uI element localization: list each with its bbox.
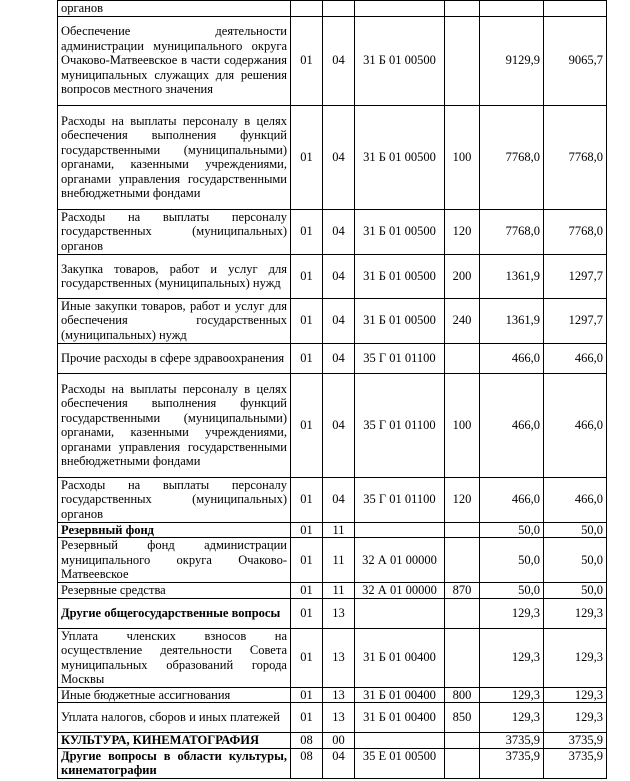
target-code-cell [355,522,445,538]
subsection-cell: 00 [323,733,355,749]
amount-actual-cell: 3735,9 [544,748,607,778]
subsection-cell: 13 [323,598,355,628]
row-name-cell: Иные бюджетные ассигнования [58,687,291,703]
subsection-cell: 11 [323,538,355,583]
section-cell: 01 [291,628,323,687]
subsection-cell: 04 [323,373,355,477]
subsection-cell: 04 [323,477,355,522]
table-row [58,343,607,373]
expense-type-cell [445,538,480,583]
expense-type-cell: 240 [445,298,480,343]
amount-plan-cell [480,1,544,17]
amount-plan-cell: 50,0 [480,538,544,583]
subsection-cell: 04 [323,748,355,778]
target-code-cell: 35 Г 01 01100 [355,477,445,522]
amount-actual-cell: 9065,7 [544,16,607,105]
subsection-cell: 13 [323,687,355,703]
target-code-cell [355,733,445,749]
section-cell: 01 [291,598,323,628]
subsection-cell: 13 [323,628,355,687]
section-cell: 01 [291,538,323,583]
table-row [58,373,607,477]
row-name-cell: Другие общегосударственные вопросы [58,598,291,628]
subsection-cell: 04 [323,298,355,343]
table-row [58,1,607,17]
expense-type-cell: 200 [445,254,480,298]
expense-type-cell [445,343,480,373]
section-cell: 01 [291,522,323,538]
section-cell: 01 [291,16,323,105]
target-code-cell [355,598,445,628]
section-cell: 01 [291,298,323,343]
amount-plan-cell: 466,0 [480,373,544,477]
target-code-cell: 31 Б 01 00500 [355,298,445,343]
subsection-cell: 04 [323,105,355,209]
amount-actual-cell: 7768,0 [544,209,607,254]
expense-type-cell: 120 [445,477,480,522]
amount-plan-cell: 1361,9 [480,298,544,343]
expense-type-cell [445,748,480,778]
amount-plan-cell: 129,3 [480,598,544,628]
section-cell [291,1,323,17]
table-row [58,538,607,583]
expense-type-cell: 120 [445,209,480,254]
amount-plan-cell: 129,3 [480,687,544,703]
subsection-cell: 04 [323,254,355,298]
row-name-cell: Расходы на выплаты персоналу в целях обеспечения выполнения функций государственными (муниципальными) органами, казенными учреждениями, органами управления государственными внебюджетными фондами [58,105,291,209]
table-row [58,522,607,538]
table-row [58,583,607,599]
row-name-cell: Резервные средства [58,583,291,599]
amount-actual-cell: 466,0 [544,373,607,477]
amount-plan-cell: 7768,0 [480,209,544,254]
amount-actual-cell: 7768,0 [544,105,607,209]
row-name-cell: Обеспечение деятельности администрации муниципального округа Очаково-Матвеевское в части содержания муниципальных служащих для решения вопросов местного значения [58,16,291,105]
expense-type-cell [445,598,480,628]
table-row [58,598,607,628]
table-row [58,254,607,298]
amount-plan-cell: 466,0 [480,343,544,373]
row-name-cell: Другие вопросы в области культуры, кинематографии [58,748,291,778]
amount-actual-cell: 50,0 [544,538,607,583]
row-name-cell: Уплата членских взносов на осуществление деятельности Совета муниципальных образований города Москвы [58,628,291,687]
amount-plan-cell: 9129,9 [480,16,544,105]
target-code-cell: 35 Г 01 01100 [355,343,445,373]
subsection-cell: 13 [323,703,355,733]
section-cell: 01 [291,583,323,599]
row-name-cell: Расходы на выплаты персоналу государственных (муниципальных) органов [58,477,291,522]
section-cell: 01 [291,373,323,477]
amount-plan-cell: 129,3 [480,628,544,687]
target-code-cell: 35 Г 01 01100 [355,373,445,477]
table-row [58,703,607,733]
row-name-cell: органов [58,1,291,17]
table-row [58,733,607,749]
row-name-cell: Иные закупки товаров, работ и услуг для обеспечения государственных (муниципальных) нужд [58,298,291,343]
budget-table [57,0,607,779]
target-code-cell: 32 А 01 00000 [355,583,445,599]
amount-actual-cell: 1297,7 [544,254,607,298]
subsection-cell: 04 [323,343,355,373]
amount-actual-cell: 3735,9 [544,733,607,749]
amount-actual-cell: 129,3 [544,598,607,628]
section-cell: 01 [291,254,323,298]
target-code-cell: 32 А 01 00000 [355,538,445,583]
amount-plan-cell: 3735,9 [480,733,544,749]
amount-actual-cell: 50,0 [544,522,607,538]
section-cell: 08 [291,733,323,749]
expense-type-cell: 100 [445,105,480,209]
amount-actual-cell: 129,3 [544,687,607,703]
subsection-cell: 04 [323,209,355,254]
target-code-cell: 31 Б 01 00400 [355,703,445,733]
section-cell: 01 [291,687,323,703]
target-code-cell: 31 Б 01 00500 [355,105,445,209]
amount-actual-cell [544,1,607,17]
amount-actual-cell: 50,0 [544,583,607,599]
table-row [58,477,607,522]
row-name-cell: Резервный фонд администрации муниципального округа Очаково-Матвеевское [58,538,291,583]
target-code-cell: 31 Б 01 00500 [355,254,445,298]
row-name-cell: Уплата налогов, сборов и иных платежей [58,703,291,733]
table-row [58,209,607,254]
target-code-cell: 31 Б 01 00400 [355,628,445,687]
section-cell: 08 [291,748,323,778]
expense-type-cell [445,628,480,687]
target-code-cell: 35 Е 01 00500 [355,748,445,778]
section-cell: 01 [291,343,323,373]
subsection-cell: 11 [323,583,355,599]
amount-actual-cell: 129,3 [544,628,607,687]
expense-type-cell: 850 [445,703,480,733]
target-code-cell: 31 Б 01 00500 [355,16,445,105]
table-row [58,105,607,209]
subsection-cell: 04 [323,16,355,105]
expense-type-cell [445,1,480,17]
document-page [57,0,607,779]
section-cell: 01 [291,703,323,733]
amount-plan-cell: 7768,0 [480,105,544,209]
amount-actual-cell: 466,0 [544,477,607,522]
row-name-cell: КУЛЬТУРА, КИНЕМАТОГРАФИЯ [58,733,291,749]
expense-type-cell: 870 [445,583,480,599]
subsection-cell: 11 [323,522,355,538]
table-row [58,687,607,703]
target-code-cell [355,1,445,17]
expense-type-cell [445,733,480,749]
section-cell: 01 [291,477,323,522]
expense-type-cell: 800 [445,687,480,703]
target-code-cell: 31 Б 01 00500 [355,209,445,254]
row-name-cell: Резервный фонд [58,522,291,538]
row-name-cell: Расходы на выплаты персоналу государственных (муниципальных) органов [58,209,291,254]
section-cell: 01 [291,209,323,254]
table-row [58,16,607,105]
expense-type-cell: 100 [445,373,480,477]
amount-actual-cell: 129,3 [544,703,607,733]
amount-plan-cell: 129,3 [480,703,544,733]
amount-plan-cell: 1361,9 [480,254,544,298]
row-name-cell: Закупка товаров, работ и услуг для государственных (муниципальных) нужд [58,254,291,298]
amount-plan-cell: 50,0 [480,522,544,538]
expense-type-cell [445,522,480,538]
row-name-cell: Расходы на выплаты персоналу в целях обеспечения выполнения функций государственными (муниципальными) органами, казенными учреждениями, органами управления государственными внебюджетными фондами [58,373,291,477]
expense-type-cell [445,16,480,105]
section-cell: 01 [291,105,323,209]
amount-plan-cell: 466,0 [480,477,544,522]
table-row [58,298,607,343]
amount-plan-cell: 3735,9 [480,748,544,778]
target-code-cell: 31 Б 01 00400 [355,687,445,703]
amount-actual-cell: 1297,7 [544,298,607,343]
subsection-cell [323,1,355,17]
amount-plan-cell: 50,0 [480,583,544,599]
row-name-cell: Прочие расходы в сфере здравоохранения [58,343,291,373]
table-row [58,628,607,687]
table-row [58,748,607,778]
amount-actual-cell: 466,0 [544,343,607,373]
